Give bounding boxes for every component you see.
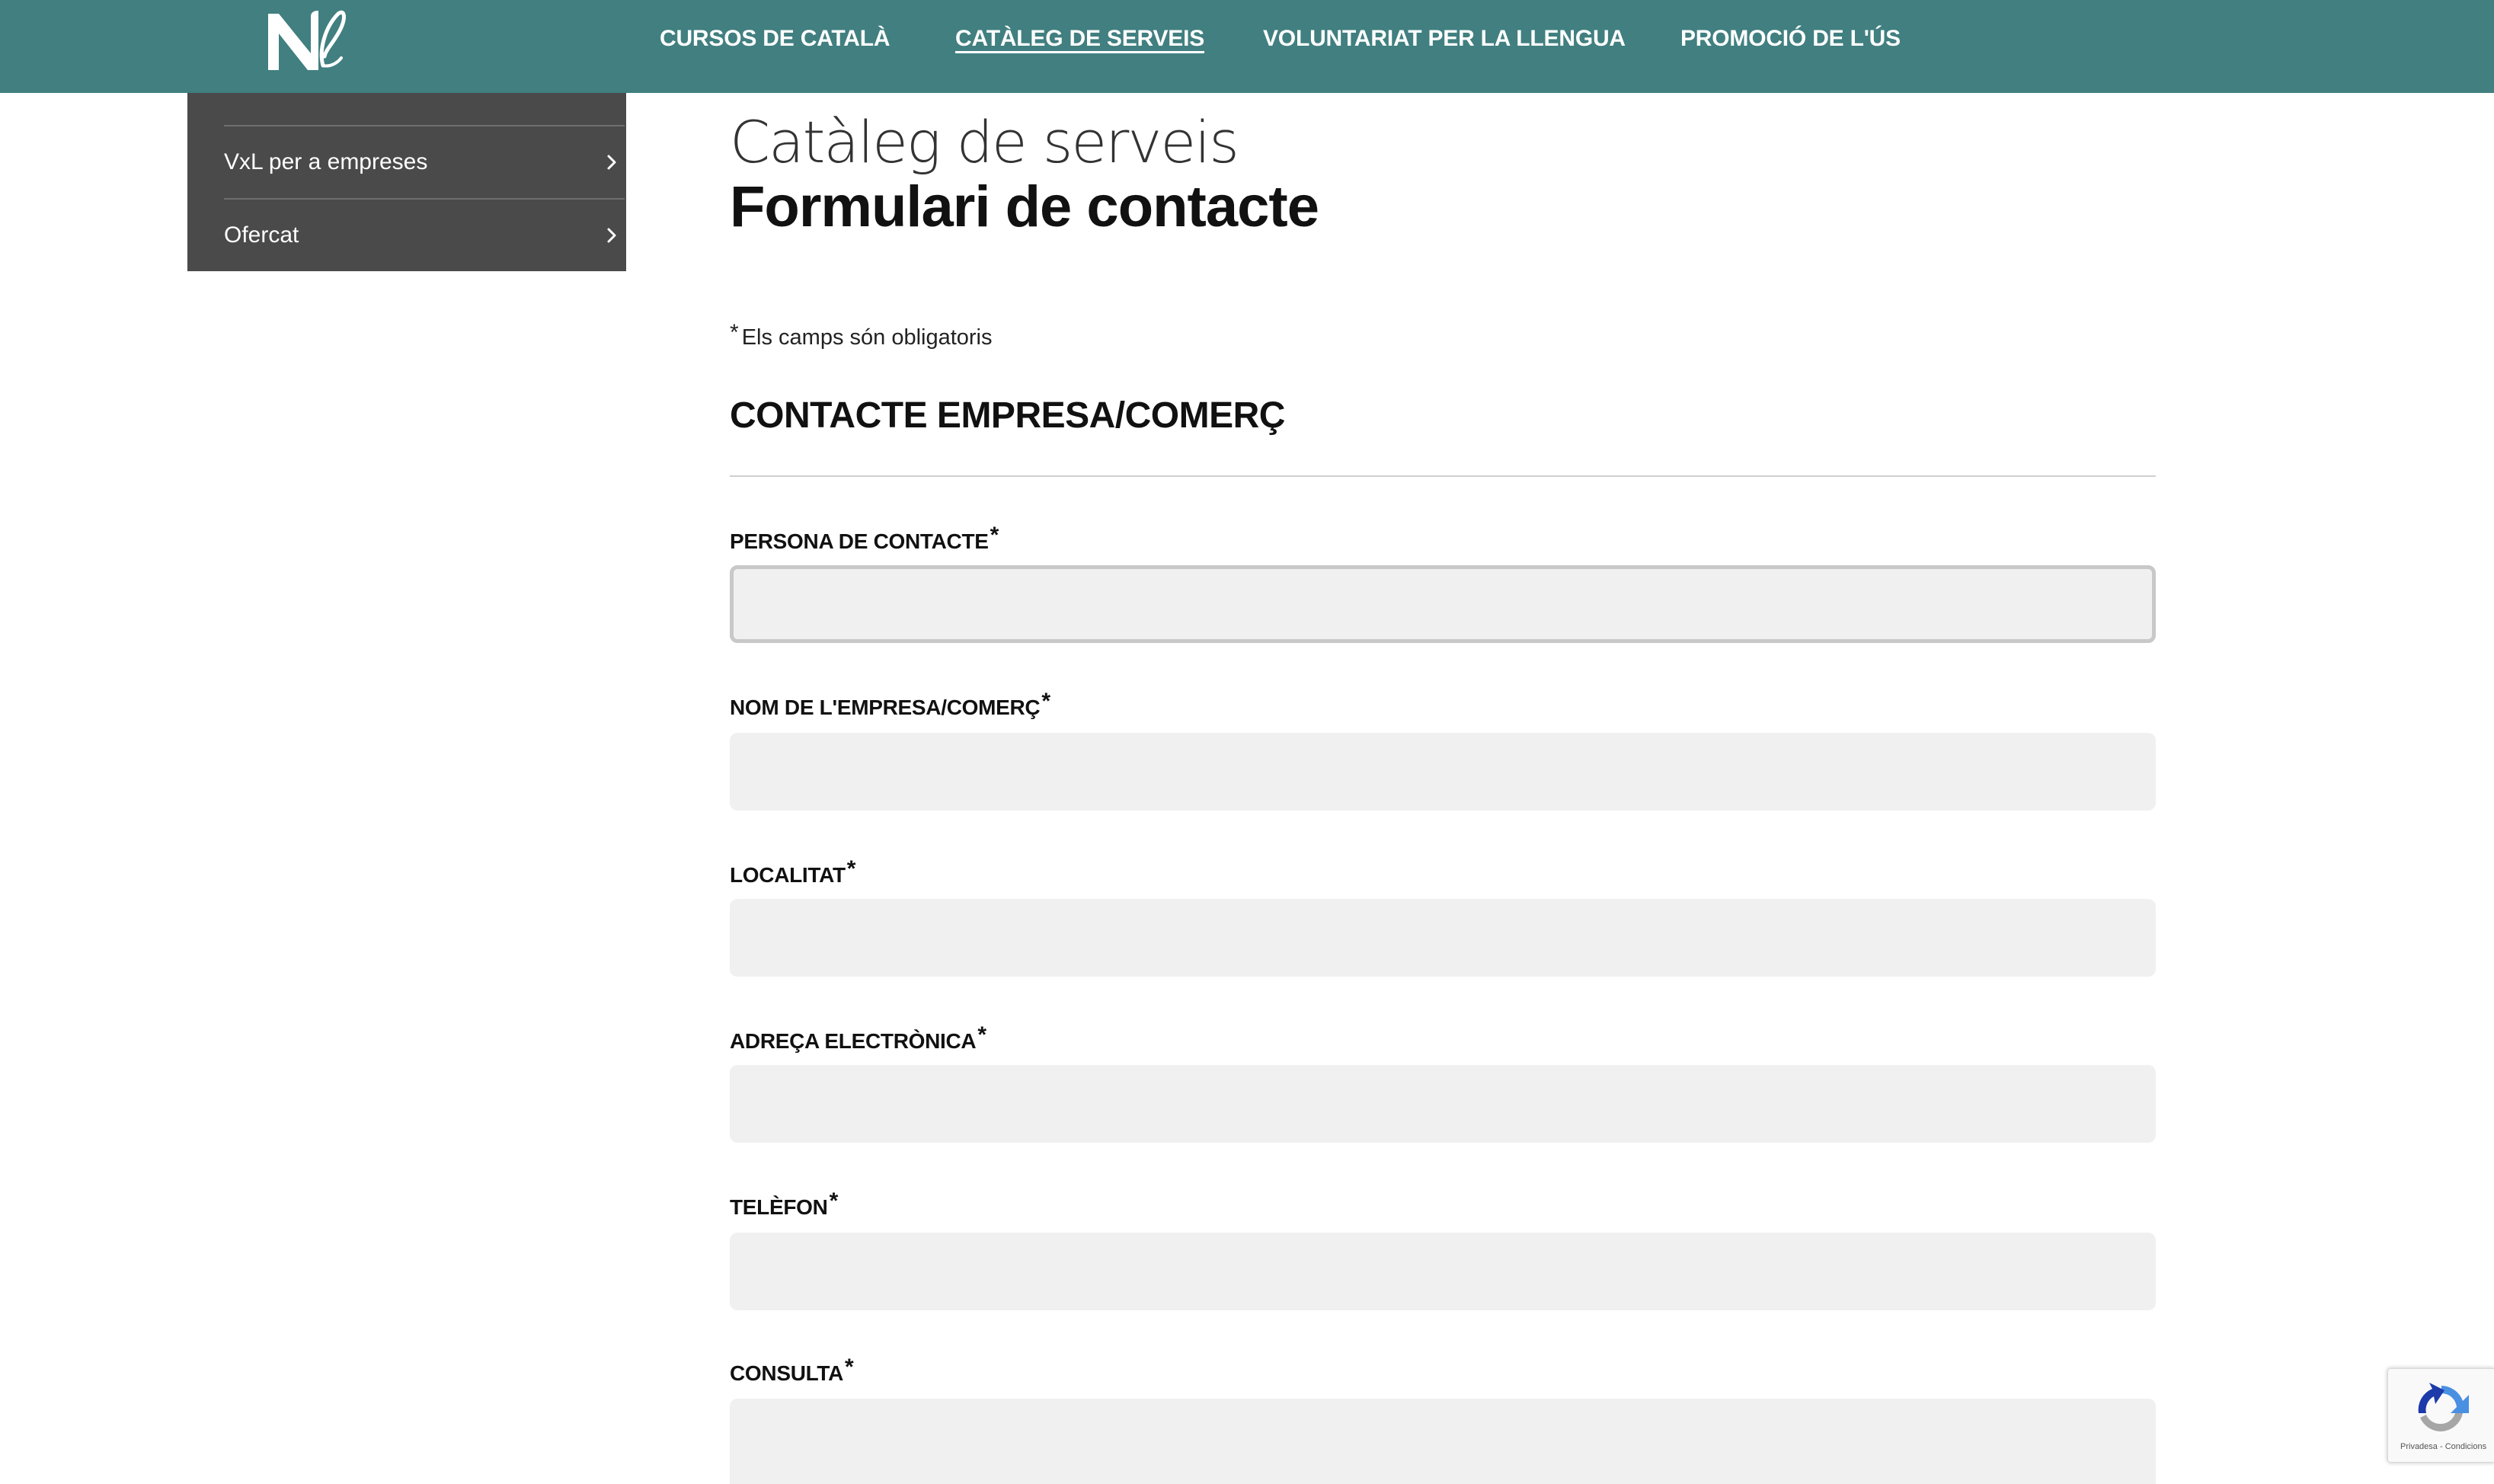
required-star: * — [977, 1022, 986, 1047]
field-label-text: TELÈFON — [730, 1195, 828, 1219]
sidebar-item-ofercat[interactable] — [224, 200, 625, 271]
company-name-label — [730, 689, 1050, 720]
contact-person-input[interactable] — [730, 565, 2156, 643]
main-nav — [0, 0, 2494, 76]
nav-item-voluntariat-per-la-llengua[interactable]: VOLUNTARIAT PER LA LLENGUA — [1263, 26, 1626, 51]
required-star: * — [845, 1354, 854, 1380]
top-navigation-bar — [0, 0, 2494, 93]
nav-item-cursos-de-catala[interactable]: CURSOS DE CATALÀ — [660, 26, 890, 51]
email-input[interactable] — [730, 1065, 2156, 1143]
chevron-right-icon — [603, 154, 620, 171]
field-label-text: ADREÇA ELECTRÒNICA — [730, 1029, 977, 1053]
contact-person-label — [730, 523, 999, 554]
field-label-text: CONSULTA — [730, 1361, 843, 1385]
nav-item-promocio-de-lus[interactable]: PROMOCIÓ DE L'ÚS — [1680, 26, 1901, 51]
required-fields-note — [730, 320, 993, 350]
nav-item-cataleg-de-serveis[interactable]: CATÀLEG DE SERVEIS — [955, 26, 1205, 51]
recaptcha-icon — [2409, 1380, 2473, 1438]
field-label-text: PERSONA DE CONTACTE — [730, 529, 989, 553]
section-divider — [730, 475, 2156, 477]
locality-input[interactable] — [730, 899, 2156, 977]
sidebar-item-label: Ofercat — [224, 222, 299, 248]
section-title: CONTACTE EMPRESA/COMERÇ — [730, 395, 1285, 436]
phone-input[interactable] — [730, 1233, 2156, 1310]
field-label-text: LOCALITAT — [730, 863, 846, 887]
page-kicker: Catàleg de serveis — [730, 108, 1238, 176]
required-star: * — [846, 856, 856, 881]
phone-label — [730, 1188, 838, 1220]
query-textarea[interactable] — [730, 1399, 2156, 1484]
chevron-right-icon — [603, 227, 620, 244]
required-star: * — [730, 320, 739, 345]
required-star: * — [990, 523, 999, 548]
recaptcha-badge[interactable] — [2387, 1368, 2494, 1463]
email-label — [730, 1022, 986, 1054]
sidebar-item-vxl-per-a-empreses[interactable] — [224, 126, 625, 198]
field-label-text: NOM DE L'EMPRESA/COMERÇ — [730, 696, 1041, 719]
page-title: Formulari de contacte — [730, 174, 1319, 239]
required-note-text: Els camps són obligatoris — [741, 325, 993, 350]
required-star: * — [829, 1188, 838, 1214]
locality-label — [730, 856, 855, 888]
company-name-input[interactable] — [730, 733, 2156, 811]
required-star: * — [1041, 689, 1050, 714]
query-label — [730, 1354, 853, 1386]
sidebar-item-label: VxL per a empreses — [224, 149, 428, 174]
recaptcha-legal-links[interactable]: Privadesa - Condicions — [2400, 1442, 2487, 1451]
